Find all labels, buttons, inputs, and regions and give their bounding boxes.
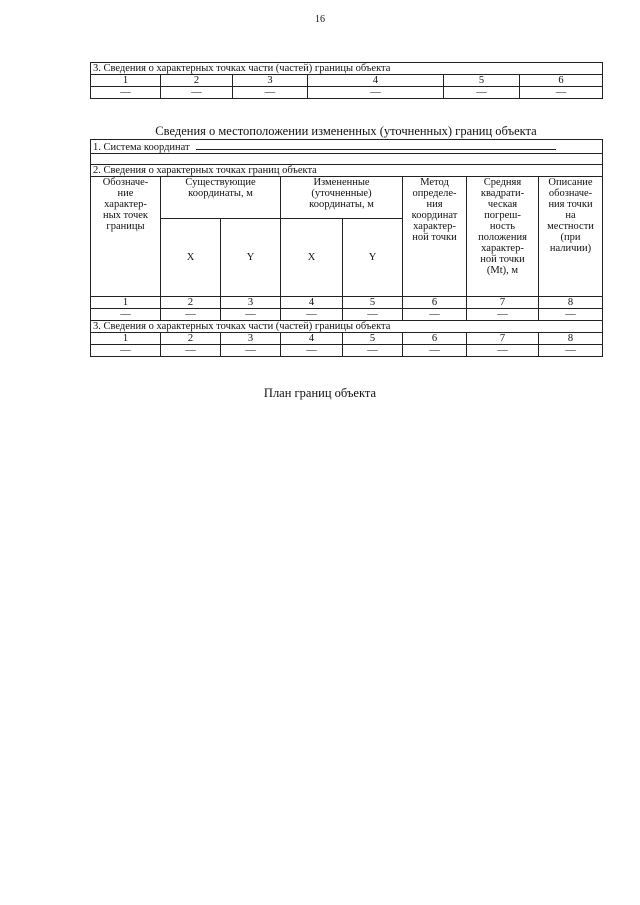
header-existing-y: Y: [221, 219, 281, 297]
empty-dash: —: [221, 345, 281, 357]
column-number: 3: [221, 297, 281, 309]
column-number: 5: [444, 75, 520, 87]
header-mean-error: Средняя квадрати- ческая погреш- ность положения характер- ной точки (Mt), м: [467, 177, 539, 297]
column-number: 6: [403, 333, 467, 345]
empty-dash: —: [403, 345, 467, 357]
section2-title: 2. Сведения о характерных точках границ объекта: [91, 165, 603, 177]
header-changed-x: X: [281, 219, 343, 297]
spacer-row: [91, 154, 603, 165]
plan-title: План границ объекта: [263, 386, 377, 400]
empty-dash: —: [403, 309, 467, 321]
column-number: 4: [281, 333, 343, 345]
empty-dash: —: [467, 309, 539, 321]
top-parts-table: [90, 62, 603, 99]
column-number: 6: [403, 297, 467, 309]
empty-dash: —: [539, 309, 603, 321]
section3-title: 3. Сведения о характерных точках части (частей) границы объекта: [91, 321, 603, 333]
coordinate-system-label: 1. Система координат: [93, 142, 190, 153]
empty-dash: —: [91, 345, 161, 357]
empty-dash: —: [444, 87, 520, 99]
column-number: 3: [233, 75, 308, 87]
header-point-description: Описание обозначе- ния точки на местности (при наличии): [539, 177, 603, 297]
empty-dash: —: [343, 345, 403, 357]
column-number: 8: [539, 297, 603, 309]
column-number: 5: [343, 297, 403, 309]
coordinate-system-row: [91, 140, 603, 154]
empty-dash: —: [343, 309, 403, 321]
column-number: 1: [91, 297, 161, 309]
empty-dash: —: [539, 345, 603, 357]
empty-dash: —: [161, 309, 221, 321]
column-number: 1: [91, 333, 161, 345]
column-number: 4: [281, 297, 343, 309]
column-number: 5: [343, 333, 403, 345]
parts-section-title: 3. Сведения о характерных точках части (частей) границы объекта: [91, 63, 603, 75]
empty-dash: —: [467, 345, 539, 357]
header-changed-y: Y: [343, 219, 403, 297]
empty-dash: —: [161, 87, 233, 99]
column-number: 6: [520, 75, 603, 87]
column-number: 1: [91, 75, 161, 87]
empty-dash: —: [161, 345, 221, 357]
column-number: 2: [161, 297, 221, 309]
column-number: 7: [467, 333, 539, 345]
empty-dash: —: [520, 87, 603, 99]
header-changed-coordinates: Измененные (уточненные) координаты, м: [281, 177, 403, 219]
header-designation: Обозначе- ние характер- ных точек границы: [91, 177, 161, 297]
header-existing-x: X: [161, 219, 221, 297]
column-number: 8: [539, 333, 603, 345]
coordinate-system-blank-line: [196, 140, 556, 150]
empty-dash: —: [281, 309, 343, 321]
empty-dash: —: [233, 87, 308, 99]
column-number: 2: [161, 75, 233, 87]
empty-dash: —: [91, 309, 161, 321]
header-existing-coordinates: Существующие координаты, м: [161, 177, 281, 219]
column-number: 4: [308, 75, 444, 87]
empty-dash: —: [91, 87, 161, 99]
empty-dash: —: [281, 345, 343, 357]
empty-dash: —: [308, 87, 444, 99]
column-number: 2: [161, 333, 221, 345]
column-number: 7: [467, 297, 539, 309]
changed-boundaries-heading: Сведения о местоположении измененных (уточненных) границ объекта: [155, 124, 537, 138]
header-method: Метод определе- ния координат характер- ной точки: [403, 177, 467, 297]
changed-boundaries-table: [90, 139, 603, 357]
empty-dash: —: [221, 309, 281, 321]
page-number: 16: [315, 14, 325, 25]
column-number: 3: [221, 333, 281, 345]
